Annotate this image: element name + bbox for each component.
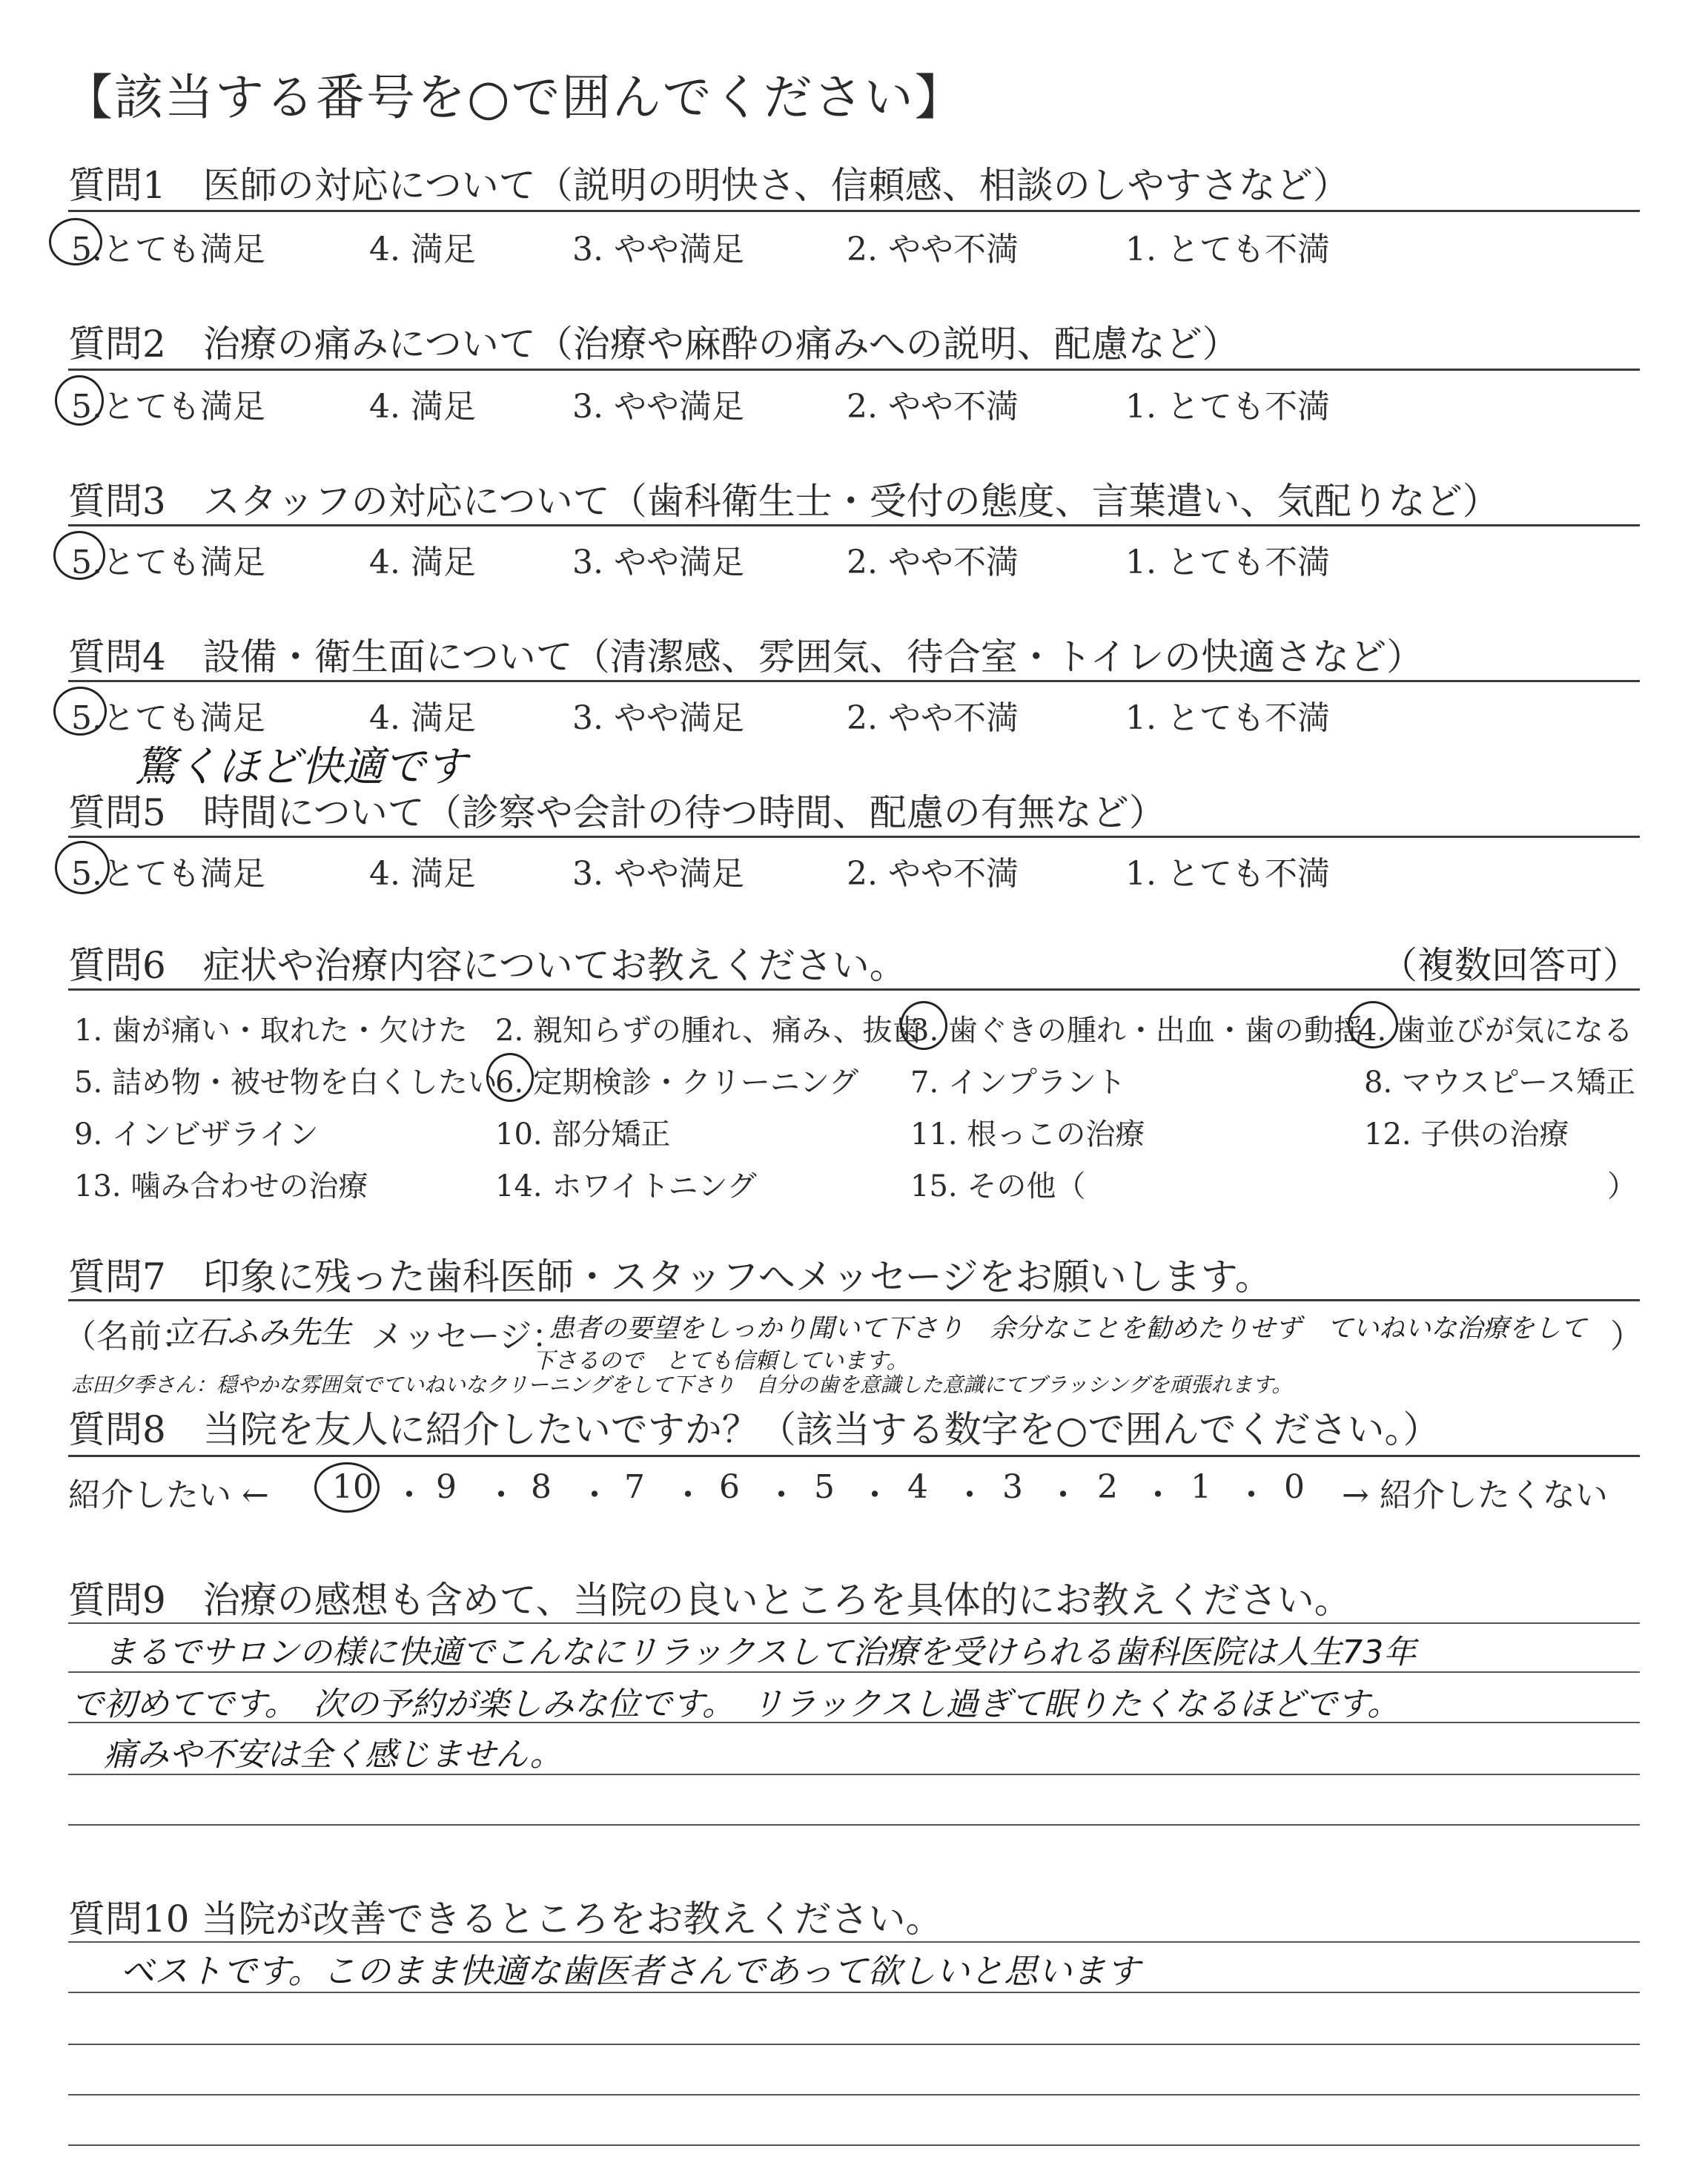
q4-option-5[interactable]: 5.とても満足: [71, 699, 265, 737]
q8-scale-9[interactable]: 9: [436, 1468, 457, 1506]
q7-close-paren: ）: [1610, 1318, 1643, 1355]
q1-option-4[interactable]: 4. 満足: [369, 231, 476, 268]
q1-option-1[interactable]: 1. とても不満: [1125, 231, 1330, 268]
q9-answer-line-3[interactable]: 痛みや不安は全く感じません。: [104, 1736, 563, 1774]
q6-option-14[interactable]: 14. ホワイトニング: [495, 1169, 757, 1203]
q6-option-11[interactable]: 11. 根っこの治療: [910, 1117, 1145, 1152]
q6-multiple-answers-note: （複数回答可）: [1380, 944, 1640, 987]
q3-option-2[interactable]: 2. やや不満: [847, 544, 1019, 581]
q6-option-1[interactable]: 1. 歯が痛い・取れた・欠けた: [74, 1014, 468, 1048]
q1-option-5[interactable]: 5.とても満足: [71, 231, 265, 268]
q3-title: 質問3 スタッフの対応について（歯科衛生士・受付の態度、言葉遣い、気配りなど）: [68, 480, 1500, 523]
q7-title: 質問7 印象に残った歯科医師・スタッフへメッセージをお願いします。: [68, 1255, 1272, 1298]
q8-scale-4[interactable]: 4: [907, 1468, 928, 1506]
q1-title: 質問1 医師の対応について（説明の明快さ、信頼感、相談のしやすさなど）: [68, 164, 1350, 207]
q2-option-3[interactable]: 3. やや満足: [572, 388, 744, 426]
q3-option-1[interactable]: 1. とても不満: [1125, 544, 1330, 581]
q1-option-3[interactable]: 3. やや満足: [572, 231, 744, 268]
q2-title: 質問2 治療の痛みについて（治療や麻酔の痛みへの説明、配慮など）: [68, 323, 1239, 366]
q7-rule: [68, 1299, 1640, 1301]
q3-option-3[interactable]: 3. やや満足: [572, 544, 744, 581]
q5-option-1[interactable]: 1. とても不満: [1125, 855, 1330, 893]
q1-option-2[interactable]: 2. やや不満: [847, 231, 1019, 268]
q4-option-2[interactable]: 2. やや不満: [847, 699, 1019, 737]
q2-option-1[interactable]: 1. とても不満: [1125, 388, 1330, 426]
q9-answer-line-2[interactable]: で初めてです。 次の予約が楽しみな位です。 リラックスし過ぎて眠りたくなるほどです。: [71, 1685, 1400, 1723]
q6-option-3[interactable]: 3. 歯ぐきの腫れ・出血・歯の動揺: [910, 1014, 1363, 1048]
q6-selected-circle-3: [900, 1001, 947, 1050]
q6-option-12[interactable]: 12. 子供の治療: [1364, 1117, 1569, 1152]
q8-left-label: 紹介したい ←: [68, 1476, 269, 1514]
q7-name-value[interactable]: 立石ふみ先生: [165, 1314, 352, 1350]
q7-message-line3[interactable]: 志田夕季さん：穏やかな雰囲気でていねいなクリーニングをして下さり 自分の歯を意識した意識にてブラッシングを頑張れます。: [71, 1373, 1293, 1397]
q8-scale-8[interactable]: 8: [531, 1468, 552, 1506]
q8-scale-10[interactable]: 10: [332, 1468, 374, 1506]
q8-scale-dot: ・: [953, 1476, 986, 1514]
q7-name-label: （名前：: [64, 1318, 194, 1355]
q6-option-7[interactable]: 7. インプラント: [910, 1066, 1126, 1100]
q6-option-6[interactable]: 6. 定期検診・クリーニング: [495, 1066, 859, 1100]
q10-rule: [68, 1941, 1640, 1943]
q4-title: 質問4 設備・衛生面について（清潔感、雰囲気、待合室・トイレの快適さなど）: [68, 635, 1424, 678]
q9-rule: [68, 1622, 1640, 1624]
q8-scale-3[interactable]: 3: [1002, 1468, 1023, 1506]
q6-selected-circle-6: [486, 1053, 534, 1102]
q3-option-4[interactable]: 4. 満足: [369, 544, 476, 581]
q4-rule: [68, 680, 1640, 682]
q2-option-2[interactable]: 2. やや不満: [847, 388, 1019, 426]
q9-title: 質問9 治療の感想も含めて、当院の良いところを具体的にお教えください。: [68, 1579, 1351, 1622]
q5-rule: [68, 836, 1640, 838]
q6-option-13[interactable]: 13. 噛み合わせの治療: [74, 1169, 368, 1203]
q6-option-4[interactable]: 4. 歯並びが気になる: [1358, 1014, 1633, 1048]
q8-selected-circle: [314, 1462, 380, 1513]
q6-title: 質問6 症状や治療内容についてお教えください。: [68, 944, 907, 987]
q10-answer-line: [68, 2094, 1640, 2095]
q8-scale-dot: ・: [485, 1476, 517, 1514]
q8-scale-dot: ・: [1142, 1476, 1174, 1514]
q2-option-4[interactable]: 4. 満足: [369, 388, 476, 426]
q10-title: 質問10 当院が改善できるところをお教えください。: [68, 1898, 943, 1941]
q8-scale-7[interactable]: 7: [624, 1468, 645, 1506]
q3-option-5[interactable]: 5.とても満足: [71, 544, 265, 581]
q8-scale-2[interactable]: 2: [1097, 1468, 1118, 1506]
q8-scale-0[interactable]: 0: [1284, 1468, 1305, 1506]
q5-selected-circle: [55, 841, 110, 894]
q8-scale-dot: ・: [578, 1476, 611, 1514]
q8-title: 質問8 当院を友人に紹介したいですか？（該当する数字を○で囲んでください。）: [68, 1408, 1440, 1451]
q10-answer-line-1[interactable]: ベストです。このまま快適な歯医者さんであって欲しいと思います: [120, 1951, 1140, 1991]
q8-rule: [68, 1455, 1640, 1457]
q3-selected-circle: [53, 531, 105, 580]
q6-option-8[interactable]: 8. マウスピース矯正: [1364, 1066, 1636, 1100]
q7-message-line1[interactable]: 患者の要望をしっかり聞いて下さり 余分なことを勧めたりせず ていねいな治療をして: [549, 1314, 1587, 1344]
q5-option-3[interactable]: 3. やや満足: [572, 855, 744, 893]
q6-option-15[interactable]: 15. その他（: [910, 1169, 1086, 1203]
q10-answer-line: [68, 2044, 1640, 2045]
q4-selected-circle: [53, 687, 107, 736]
q2-rule: [68, 369, 1640, 371]
q9-answer-line-1[interactable]: まるでサロンの様に快適でこんなにリラックスして治療を受けられる歯科医院は人生73年: [104, 1634, 1417, 1671]
q7-message-line2[interactable]: 下さるので とても信頼しています。: [532, 1348, 909, 1374]
q6-option-15-close: ）: [1607, 1169, 1637, 1203]
q8-scale-dot: ・: [765, 1476, 798, 1514]
q8-scale-6[interactable]: 6: [719, 1468, 740, 1506]
q5-option-5[interactable]: 5.とても満足: [71, 855, 265, 893]
q4-option-3[interactable]: 3. やや満足: [572, 699, 744, 737]
q8-scale-5[interactable]: 5: [814, 1468, 835, 1506]
q2-option-5[interactable]: 5.とても満足: [71, 388, 265, 426]
q10-answer-line: [68, 2144, 1640, 2146]
q8-right-label: → 紹介したくない: [1342, 1476, 1608, 1514]
q1-selected-circle: [49, 218, 102, 265]
q5-option-4[interactable]: 4. 満足: [369, 855, 476, 893]
q8-scale-dot: ・: [672, 1476, 704, 1514]
q6-option-5[interactable]: 5. 詰め物・被せ物を白くしたい: [74, 1066, 497, 1100]
q6-rule: [68, 988, 1640, 991]
q8-scale-dot: ・: [393, 1476, 426, 1514]
q4-option-1[interactable]: 1. とても不満: [1125, 699, 1330, 737]
page-title: 【該当する番号を○で囲んでください】: [64, 69, 965, 126]
q4-handwritten-note: 驚くほど快適です: [135, 743, 467, 791]
q8-scale-dot: ・: [1047, 1476, 1079, 1514]
q2-selected-circle: [55, 375, 104, 426]
q5-option-2[interactable]: 2. やや不満: [847, 855, 1019, 893]
q6-selected-circle-4: [1348, 1001, 1398, 1048]
q6-option-10[interactable]: 10. 部分矯正: [495, 1117, 671, 1152]
q7-message-label: メッセージ：: [371, 1318, 565, 1355]
q1-rule: [68, 210, 1640, 212]
q8-scale-dot: ・: [1235, 1476, 1268, 1514]
q6-option-2[interactable]: 2. 親知らずの腫れ、痛み、抜歯: [495, 1014, 922, 1048]
q5-title: 質問5 時間について（診察や会計の待つ時間、配慮の有無など）: [68, 791, 1166, 834]
q8-scale-1[interactable]: 1: [1191, 1468, 1211, 1506]
q6-option-9[interactable]: 9. インビザライン: [74, 1117, 319, 1152]
q4-option-4[interactable]: 4. 満足: [369, 699, 476, 737]
q8-scale-dot: ・: [858, 1476, 891, 1514]
q3-rule: [68, 524, 1640, 526]
q9-answer-line: [68, 1824, 1640, 1826]
